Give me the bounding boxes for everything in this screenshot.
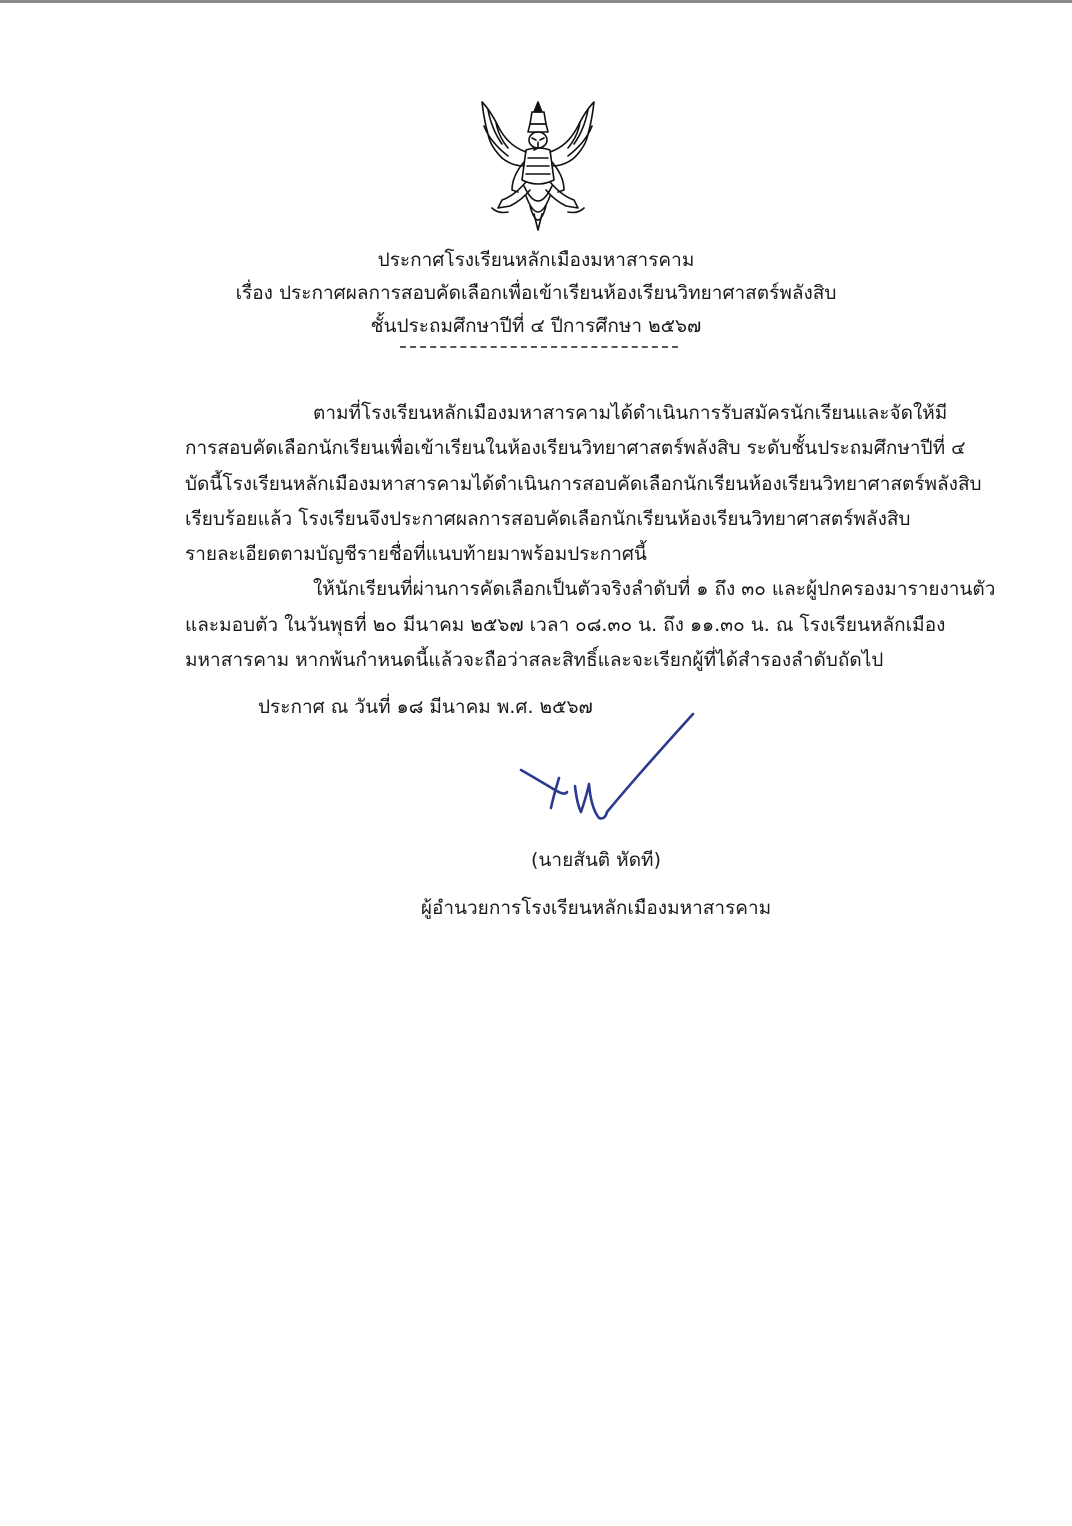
- announcement-subject: เรื่อง ประกาศผลการสอบคัดเลือกเพื่อเข้าเรียนห้องเรียนวิทยาศาสตร์พลังสิบ: [235, 282, 837, 304]
- top-border: [0, 0, 1072, 3]
- garuda-emblem-icon: [468, 96, 608, 236]
- announcement-grade-year: ชั้นประถมศึกษาปีที่ ๔ ปีการศึกษา ๒๕๖๗: [370, 315, 702, 337]
- announcement-header: [0, 244, 1072, 343]
- header-divider: [400, 346, 678, 348]
- signer-title: ผู้อำนวยการโรงเรียนหลักเมืองมหาสารคาม: [420, 897, 772, 919]
- paragraph-1-line-4: เรียบร้อยแล้ว โรงเรียนจึงประกาศผลการสอบคัดเลือกนักเรียนห้องเรียนวิทยาศาสตร์พลังสิบ: [185, 507, 911, 530]
- paragraph-2-line-2: และมอบตัว ในวันพุธที่ ๒๐ มีนาคม ๒๕๖๗ เวลา ๐๘.๓๐ น. ถึง ๑๑.๓๐ น. ณ โรงเรียนหลักเมือง: [185, 613, 946, 636]
- announcement-title: ประกาศโรงเรียนหลักเมืองมหาสารคาม: [377, 249, 695, 271]
- announcement-date: ประกาศ ณ วันที่ ๑๘ มีนาคม พ.ศ. ๒๕๖๗: [258, 696, 593, 718]
- paragraph-1-line-3: บัดนี้โรงเรียนหลักเมืองมหาสารคามได้ดำเนินการสอบคัดเลือกนักเรียนห้องเรียนวิทยาศาสตร์พลังสิบ: [185, 472, 982, 495]
- announcement-body: [185, 396, 996, 678]
- paragraph-1-line-5: รายละเอียดตามบัญชีรายชื่อที่แนบท้ายมาพร้อมประกาศนี้: [185, 543, 647, 566]
- paragraph-2-line-1: ให้นักเรียนที่ผ่านการคัดเลือกเป็นตัวจริงลำดับที่ ๑ ถึง ๓๐ และผู้ปกครองมารายงานตัว: [313, 578, 996, 601]
- handwritten-signature: [515, 708, 705, 828]
- paragraph-2-line-3: มหาสารคาม หากพ้นกำหนดนี้แล้วจะถือว่าสละสิทธิ์และจะเรียกผู้ที่ได้สำรองลำดับถัดไป: [185, 649, 884, 672]
- paragraph-1-line-1: ตามที่โรงเรียนหลักเมืองมหาสารคามได้ดำเนินการรับสมัครนักเรียนและจัดให้มี: [313, 402, 948, 424]
- paragraph-1-line-2: การสอบคัดเลือกนักเรียนเพื่อเข้าเรียนในห้องเรียนวิทยาศาสตร์พลังสิบ ระดับชั้นประถมศึกษาปีที่ ๔: [185, 437, 966, 460]
- signer-name: (นายสันติ หัดที): [531, 849, 661, 871]
